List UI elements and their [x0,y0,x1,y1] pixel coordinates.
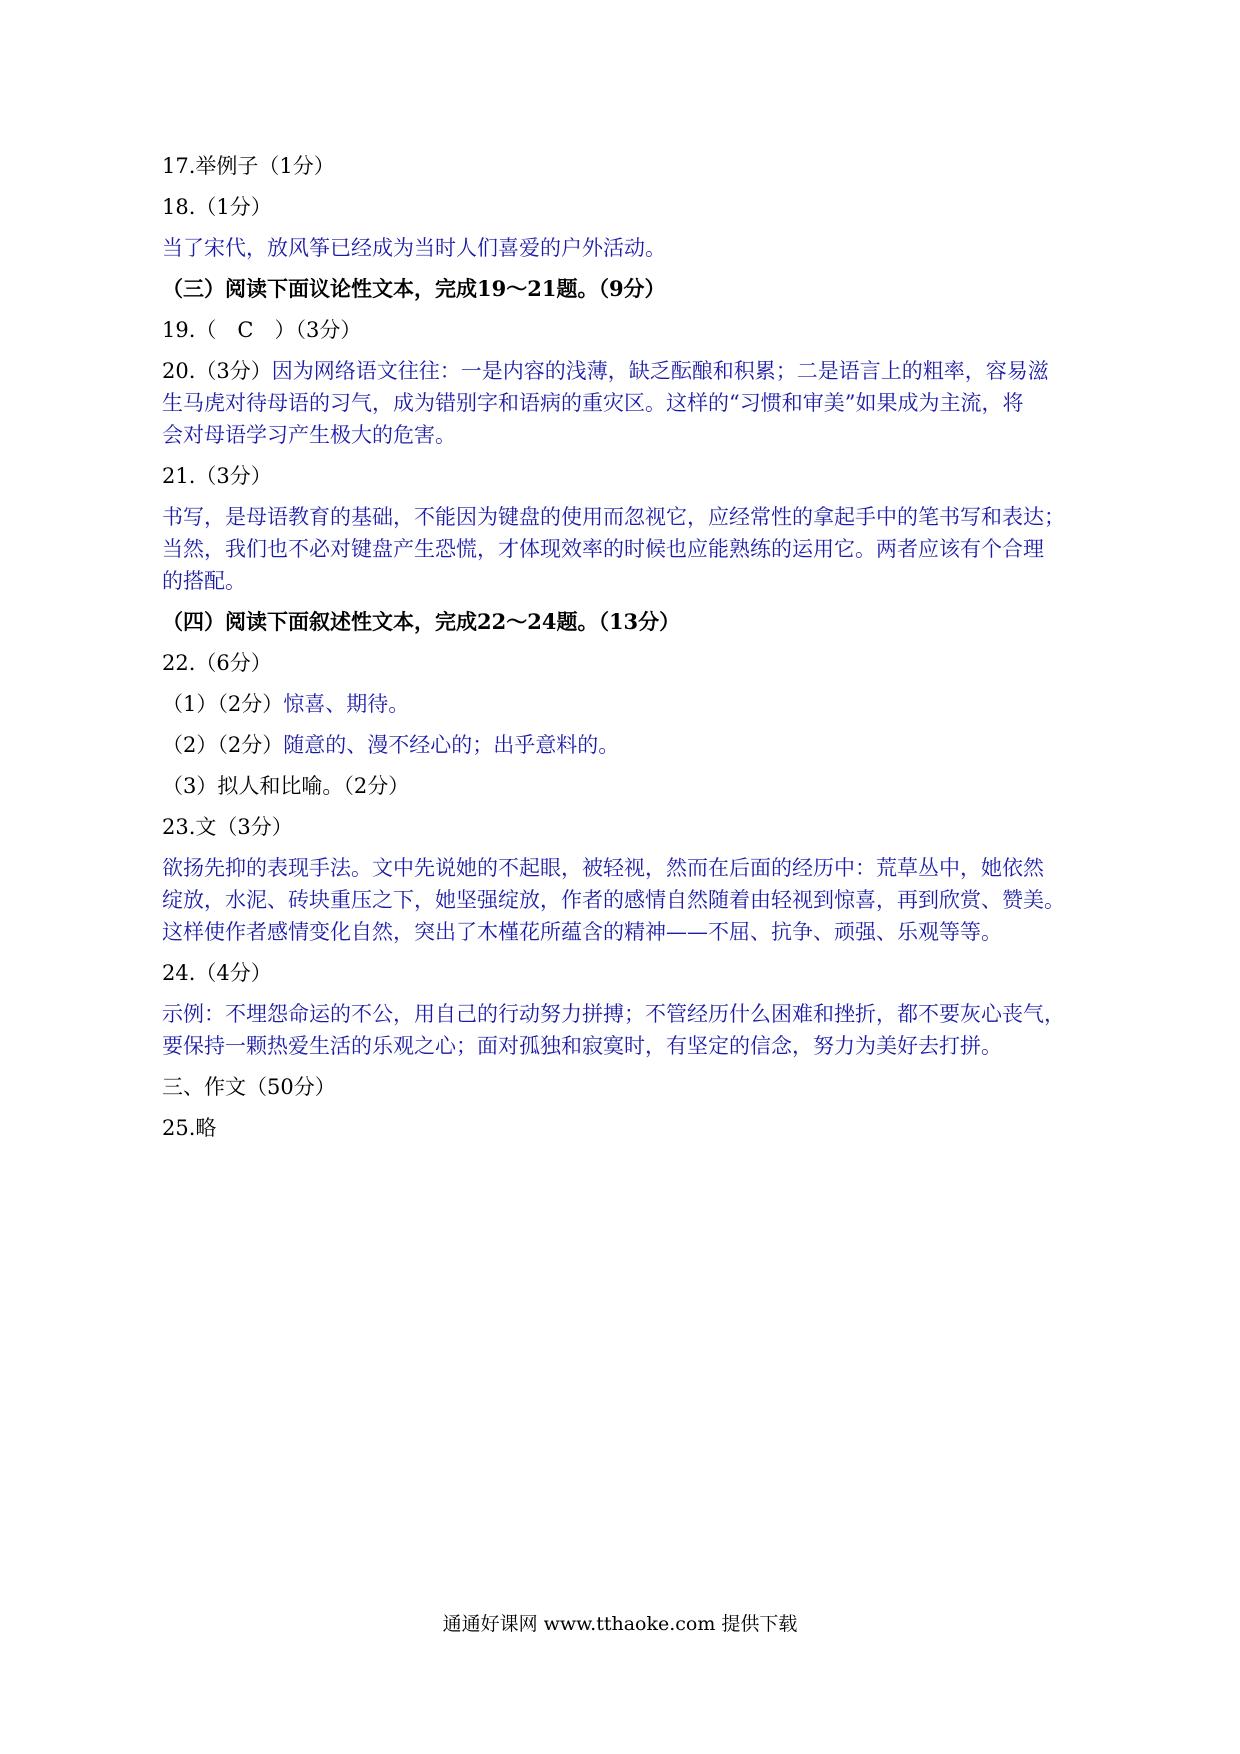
q20-block [162,355,1092,451]
q20-answer-line-2: 生马虎对待母语的习气，成为错别字和语病的重灾区。这样的“习惯和审美”如果成为主流，将 [162,391,1024,415]
section-3-heading: （三）阅读下面议论性文本，完成19～21题。（9分） [162,276,666,301]
q24-answer-line-2: 要保持一颗热爱生活的乐观之心；面对孤独和寂寞时，有坚定的信念，努力为美好去打拼。 [162,1034,1002,1058]
q18-heading: 18.（1分） [162,195,272,219]
q25-line: 25.略 [162,1116,217,1140]
q19-line: 19.（ C ）（3分） [162,318,362,342]
q20-answer-line-3: 会对母语学习产生极大的危害。 [162,423,456,447]
section-4-heading: （四）阅读下面叙述性文本，完成22～24题。（13分） [162,609,681,634]
q22-part-3: （3）拟人和比喻。（2分） [162,774,410,798]
answer-sheet [162,150,1092,1153]
q21-answer-line-1: 书写，是母语教育的基础，不能因为键盘的使用而忽视它，应经常性的拿起手中的笔书写和表达； [162,505,1065,529]
q20-answer-line-1: 因为网络语文往往：一是内容的浅薄，缺乏酝酿和积累；二是语言上的粗率，容易滋 [271,359,1049,383]
q23-answer-line-3: 这样使作者感情变化自然，突出了木槿花所蕴含的精神——不屈、抗争、顽强、乐观等等。 [162,920,1002,944]
q17-line: 17.举例子（1分） [162,154,335,178]
q24-answer [162,998,1092,1062]
q22-2-answer: 随意的、漫不经心的；出乎意料的。 [283,733,620,757]
q21-answer [162,501,1092,597]
q22-part-2 [162,729,1092,761]
q18-answer: 当了宋代，放风筝已经成为当时人们喜爱的户外活动。 [162,236,666,260]
page-footer: 通通好课网 www.tthaoke.com 提供下载 [442,1613,798,1635]
q22-heading: 22.（6分） [162,651,272,675]
q22-1-answer: 惊喜、期待。 [283,692,410,716]
q22-2-prefix: （2）（2分） [162,733,284,757]
q20-prefix: 20.（3分） [162,359,272,383]
q23-heading: 23.文（3分） [162,815,293,839]
q21-answer-line-3: 的搭配。 [162,569,246,593]
q24-heading: 24.（4分） [162,961,272,985]
q24-answer-line-1: 示例：不埋怨命运的不公，用自己的行动努力拼搏；不管经历什么困难和挫折，都不要灰心丧气， [162,1002,1065,1026]
q21-answer-line-2: 当然，我们也不必对键盘产生恐慌，才体现效率的时候也应能熟练的运用它。两者应该有个合理 [162,537,1044,561]
q22-1-prefix: （1）（2分） [162,692,284,716]
q23-answer-line-2: 绽放，水泥、砖块重压之下，她坚强绽放，作者的感情自然随着由轻视到惊喜，再到欣赏、赞美。 [162,888,1065,912]
q22-part-1 [162,688,1092,720]
q23-answer [162,852,1092,948]
q20-line-1 [162,355,1092,387]
q23-answer-line-1: 欲扬先抑的表现手法。文中先说她的不起眼，被轻视，然而在后面的经历中：荒草丛中，她依然 [162,856,1044,880]
q21-heading: 21.（3分） [162,464,272,488]
essay-section-heading: 三、作文（50分） [162,1075,336,1099]
